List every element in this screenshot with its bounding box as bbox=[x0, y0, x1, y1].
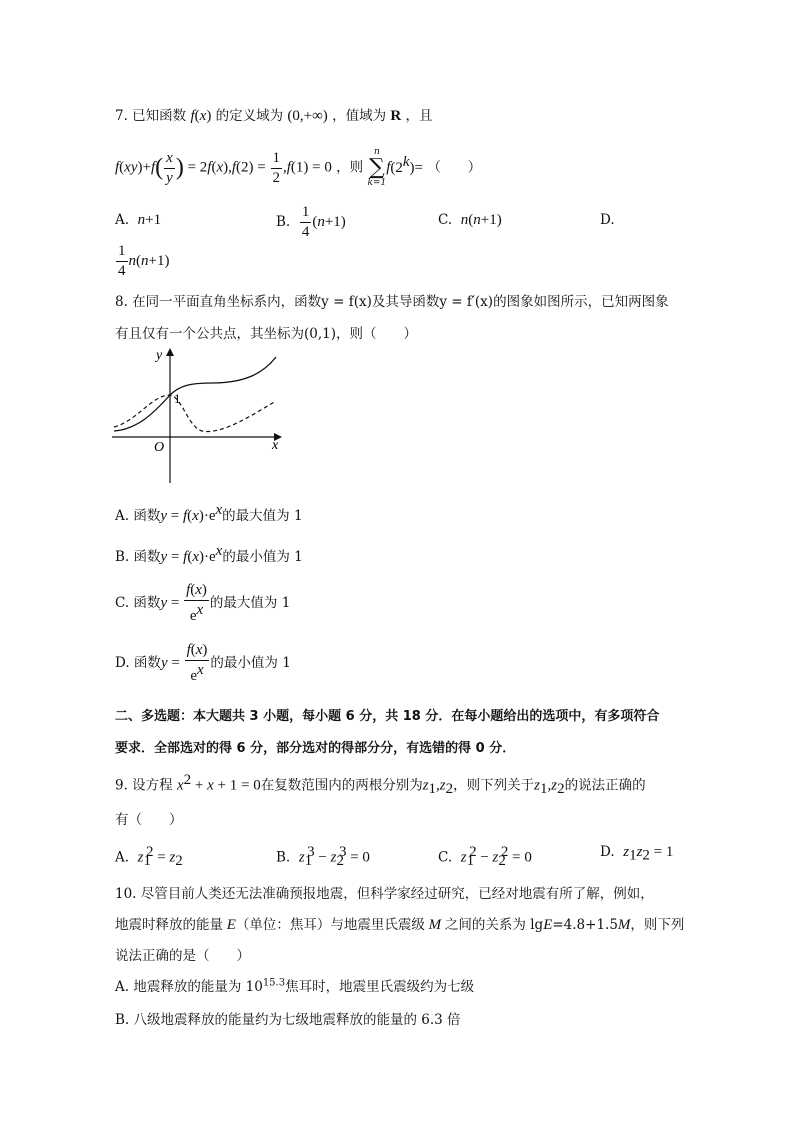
q9-option-a: A. $z_1^2 = z_2$ bbox=[115, 844, 183, 870]
q9-c-label: C. bbox=[438, 849, 453, 866]
q7-mid: 的定义域为 bbox=[215, 108, 284, 124]
q10-l2d: =4.8+1.5 bbox=[552, 917, 618, 933]
q8-d-tail: 的最小值为 1 bbox=[210, 655, 291, 671]
q8-c-tail: 的最大值为 1 bbox=[209, 595, 291, 611]
q10-l2a: 地震时释放的能量 bbox=[115, 917, 223, 933]
q9-stem: 9. 设方程 $x^2 + x + 1 = 0$在复数范围内的两根分别为$z_1,z_2$，则下列关于$z_1,z_2$的说法正确的 bbox=[115, 772, 646, 798]
q10-line3: 说法正确的是（ ） bbox=[115, 948, 250, 964]
q7-option-d bbox=[600, 212, 615, 228]
q9-line2: 有（ ） bbox=[115, 812, 183, 828]
q7-eq-then: ，则 bbox=[336, 159, 364, 176]
origin-label: O bbox=[154, 440, 165, 455]
q10-line1: 10. 尽管目前人类还无法准确预报地震，但科学家经过研究，已经对地震有所了解，例如， bbox=[115, 886, 654, 902]
curve-f-prime bbox=[114, 395, 276, 432]
q10-option-a bbox=[115, 975, 474, 995]
q8-d-text: D. 函数 bbox=[115, 655, 161, 671]
q7-blank: （ ） bbox=[427, 159, 482, 176]
q7-prefix: 7. 已知函数 bbox=[115, 108, 187, 124]
q10-option-b: B. 八级地震释放的能量约为七级地震释放的能量的 6.3 倍 bbox=[115, 1012, 461, 1028]
q9-mid: 在复数范围内的两根分别为 bbox=[260, 777, 423, 794]
axis-y-label: y bbox=[156, 348, 163, 363]
q8-a-tail: 的最大值为 1 bbox=[222, 508, 303, 524]
q9-mid2: ，则下列关于 bbox=[453, 777, 535, 794]
q7-c-label: C. bbox=[438, 212, 453, 228]
q9-end: 的说法正确的 bbox=[564, 777, 646, 794]
q7-a-label: A. bbox=[115, 212, 130, 228]
q10-l2e: ，则下列 bbox=[630, 917, 685, 933]
q8-option-b: B. 函数$y = f(x)\cdot e^x$的最小值为 1 bbox=[115, 543, 303, 565]
q8-option-a: A. 函数$y = f(x)\cdot e^x$的最大值为 1 bbox=[115, 502, 303, 524]
y-axis-arrow bbox=[166, 348, 174, 356]
q9-b-label: B. bbox=[276, 849, 291, 866]
sum-symbol: n ∑ k=1 bbox=[367, 147, 387, 188]
q7-option-b: B. $\frac{1}{4}$ (n+1) bbox=[276, 204, 346, 240]
q7-range: R bbox=[390, 108, 402, 124]
q8-stem-line1: 8. 在同一平面直角坐标系内，函数y = f(x)及其导函数y = f′(x)的图象如图所示，已知两图象 bbox=[115, 294, 669, 310]
q8-option-c: C. 函数y = $\frac{f(x)}{e^x}$ 的最大值为 1 bbox=[115, 582, 291, 624]
q10-a-text: A. 地震释放的能量为 10 bbox=[115, 979, 263, 995]
q9-option-d: D. $z_1z_2 = 1$ bbox=[600, 844, 674, 864]
q7-end: ，且 bbox=[405, 108, 433, 124]
q7-option-a: A. n+1 bbox=[115, 212, 162, 228]
section2-line2: 要求．全部选对的得 6 分，部分选对的得部分分，有选错的得 0 分． bbox=[115, 741, 516, 756]
q7-option-d-value: $\frac{1}{4}$ n(n+1) bbox=[118, 243, 170, 279]
q7-option-c: C. n(n+1) bbox=[438, 212, 502, 228]
q9-prefix: 9. 设方程 bbox=[115, 777, 173, 794]
point-label: 1 bbox=[174, 391, 181, 406]
q10-a-tail: 焦耳时，地震里氏震级约为七级 bbox=[285, 979, 475, 995]
q7-d-label: D. bbox=[600, 212, 615, 228]
curve-f bbox=[114, 357, 276, 431]
q8-b-tail: 的最小值为 1 bbox=[222, 549, 303, 565]
q9-a-label: A. bbox=[115, 849, 130, 866]
q8-option-d: D. 函数y = $\frac{f(x)}{e^x}$ 的最小值为 1 bbox=[115, 642, 291, 684]
q7-domain: (0,+∞) bbox=[287, 108, 328, 124]
q8-b-text: B. 函数 bbox=[115, 549, 161, 565]
q7-equation: f(xy)+f( $\frac{x}{y}$ ) = 2f(x),f(2) = $\frac{1}{2}$ ,f(1) = 0 ，则 n ∑ k=1 $f(2^k)=$ （ ） bbox=[115, 147, 482, 188]
q9-d-label: D. bbox=[600, 844, 615, 860]
q10-a-exponent: 15.3 bbox=[262, 977, 286, 989]
q8-a-text: A. 函数 bbox=[115, 508, 161, 524]
q8-stem-line2: 有且仅有一个公共点，其坐标为(0,1)，则（ ） bbox=[115, 326, 418, 342]
axis-x-label: x bbox=[272, 438, 279, 453]
q9-option-b: B. $z_1^3 - z_2^3 = 0$ bbox=[276, 844, 370, 870]
q7-fx: f bbox=[190, 108, 195, 124]
q7-b-label: B. bbox=[276, 214, 291, 230]
q10-line2: 地震时释放的能量 E（单位：焦耳）与地震里氏震级 M 之间的关系为 lgE=4.8+1.5M，则下列 bbox=[115, 917, 685, 933]
q7-mid2: ，值域为 bbox=[332, 108, 387, 124]
q8-graph bbox=[112, 345, 288, 485]
q9-option-c: C. $z_1^2 - z_2^2 = 0$ bbox=[438, 844, 532, 870]
q10-l2c: 之间的关系为 lg bbox=[444, 917, 544, 933]
q10-l2b: （单位：焦耳）与地震里氏震级 bbox=[235, 917, 425, 933]
section2-line1: 二、多选题：本大题共 3 小题，每小题 6 分，共 18 分．在每小题给出的选项中，有多项符合 bbox=[115, 709, 660, 724]
q7-stem: 7. 已知函数 f(x) 的定义域为 (0,+∞) ，值域为 R ，且 bbox=[115, 108, 433, 124]
q8-c-text: C. 函数 bbox=[115, 595, 161, 611]
